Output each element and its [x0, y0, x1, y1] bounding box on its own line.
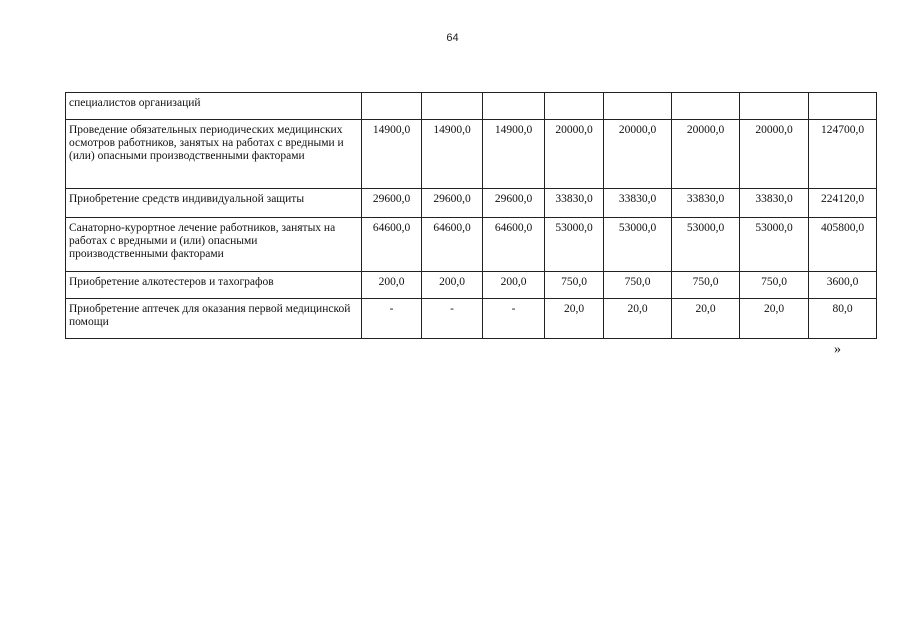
cell-value: 14900,0: [362, 120, 422, 189]
cell-value: 64600,0: [483, 218, 545, 272]
cell-value: [809, 93, 877, 120]
row-description: Приобретение алкотестеров и тахографов: [66, 272, 362, 299]
table-row: [66, 218, 877, 272]
cell-value: 14900,0: [483, 120, 545, 189]
cell-value: 80,0: [809, 299, 877, 339]
cell-value: 53000,0: [604, 218, 672, 272]
cell-value: 200,0: [422, 272, 483, 299]
cell-value: 64600,0: [362, 218, 422, 272]
cell-value: 33830,0: [604, 189, 672, 218]
cell-value: 20,0: [672, 299, 740, 339]
table-row: [66, 299, 877, 339]
cell-value: 200,0: [483, 272, 545, 299]
cell-value: 29600,0: [483, 189, 545, 218]
cell-value: 750,0: [672, 272, 740, 299]
cell-value: 20,0: [604, 299, 672, 339]
cell-value: 33830,0: [545, 189, 604, 218]
cell-value: 20,0: [545, 299, 604, 339]
cell-value: 20000,0: [604, 120, 672, 189]
cell-value: 14900,0: [422, 120, 483, 189]
table-row: [66, 120, 877, 189]
cell-value: [672, 93, 740, 120]
cell-value: 750,0: [604, 272, 672, 299]
cell-value: [362, 93, 422, 120]
cell-value: [483, 93, 545, 120]
table-row: [66, 93, 877, 120]
cell-value: 124700,0: [809, 120, 877, 189]
cell-value: 200,0: [362, 272, 422, 299]
cell-value: 33830,0: [740, 189, 809, 218]
row-description: Проведение обязательных периодических медицинских осмотров работников, занятых на работах с вредными и (или) опасными производственными факторами: [66, 120, 362, 189]
table-row: [66, 272, 877, 299]
closing-quote-mark: »: [834, 342, 841, 357]
cell-value: 20,0: [740, 299, 809, 339]
cell-value: 20000,0: [672, 120, 740, 189]
page-number: 64: [446, 32, 459, 44]
cell-value: 29600,0: [422, 189, 483, 218]
cell-value: 750,0: [740, 272, 809, 299]
cell-value: 20000,0: [740, 120, 809, 189]
cell-value: -: [362, 299, 422, 339]
cell-value: [422, 93, 483, 120]
cell-value: 3600,0: [809, 272, 877, 299]
cell-value: 33830,0: [672, 189, 740, 218]
row-description: Приобретение аптечек для оказания первой медицинской помощи: [66, 299, 362, 339]
cell-value: 224120,0: [809, 189, 877, 218]
cell-value: 29600,0: [362, 189, 422, 218]
cell-value: 53000,0: [545, 218, 604, 272]
cell-value: 405800,0: [809, 218, 877, 272]
cell-value: [545, 93, 604, 120]
row-description: Санаторно-курортное лечение работников, занятых на работах с вредными и (или) опасными производственными факторами: [66, 218, 362, 272]
cell-value: 53000,0: [672, 218, 740, 272]
cell-value: [604, 93, 672, 120]
cell-value: 64600,0: [422, 218, 483, 272]
cell-value: 53000,0: [740, 218, 809, 272]
row-description: специалистов организаций: [66, 93, 362, 120]
budget-table: [65, 92, 877, 339]
table-row: [66, 189, 877, 218]
cell-value: -: [483, 299, 545, 339]
cell-value: -: [422, 299, 483, 339]
cell-value: 20000,0: [545, 120, 604, 189]
cell-value: [740, 93, 809, 120]
cell-value: 750,0: [545, 272, 604, 299]
row-description: Приобретение средств индивидуальной защиты: [66, 189, 362, 218]
